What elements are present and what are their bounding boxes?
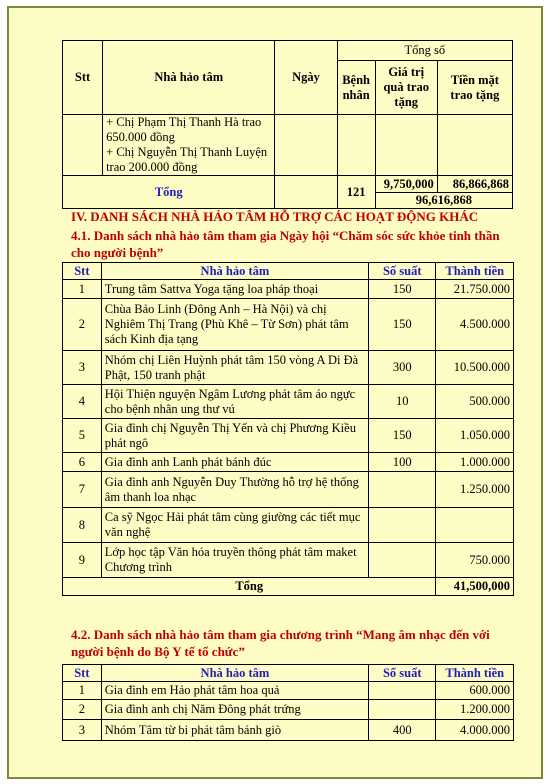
total-label: Tổng: [63, 176, 275, 209]
grand-total: 96,616,868: [375, 193, 512, 209]
row-donor: Trung tâm Sattva Yoga tặng loa pháp thoại: [101, 280, 368, 299]
row-amount: 1.050.000: [436, 419, 514, 453]
subsection-4-2-title: 4.2. Danh sách nhà hảo tâm tham gia chương trình “Mang âm nhạc đến với người bệnh do Bộ Y tế tổ chức”: [71, 627, 490, 659]
row-stt: 4: [63, 385, 102, 419]
row-qty: [369, 543, 436, 578]
row-donor: Hội Thiện nguyện Ngâm Lương phát tâm áo ngực cho bệnh nhân ung thư vú: [101, 385, 368, 419]
row-qty: 100: [369, 453, 436, 472]
row-donor: Ca sỹ Ngọc Hải phát tâm cùng giường các tiết mục văn nghệ: [101, 508, 368, 543]
donation-summary-table: [62, 40, 513, 209]
row-amount: 1.200.000: [436, 700, 514, 720]
table-row: [63, 700, 514, 720]
row-amount: 21.750.000: [436, 280, 514, 299]
row-qty: 400: [369, 720, 436, 741]
row-amount: 4.000.000: [436, 720, 514, 741]
row-qty: 150: [369, 280, 436, 299]
row-qty: 150: [369, 419, 436, 453]
table-row: [63, 299, 514, 351]
row-qty: [369, 682, 436, 700]
header-donor: Nhà hảo tâm: [101, 665, 368, 682]
subsection-4-1-title: 4.1. Danh sách nhà hảo tâm tham gia Ngày hội “Chăm sóc sức khỏe tinh thần cho người bệnh”: [71, 228, 500, 260]
row-amount: 500.000: [436, 385, 514, 419]
row-qty: [369, 700, 436, 720]
header-amount: Thành tiền: [436, 665, 514, 682]
row-donor: Nhóm Tâm từ bi phát tâm bánh giò: [101, 720, 368, 741]
header-amount: Thành tiền: [436, 263, 514, 280]
row-stt: 8: [63, 508, 102, 543]
row-stt: 7: [63, 472, 102, 508]
total-patients: 121: [337, 176, 375, 209]
header-patients: Bệnh nhân: [337, 61, 375, 115]
row-amount: 600.000: [436, 682, 514, 700]
row-stt: 5: [63, 419, 102, 453]
row-donor: Lớp học tập Văn hóa truyền thông phát tâm maket Chương trình: [101, 543, 368, 578]
table-row: [63, 682, 514, 700]
total-cash: 86,866,868: [437, 176, 512, 193]
row-stt: 3: [63, 720, 102, 741]
donor-line: + Chị Phạm Thị Thanh Hà trao 650.000 đồng: [106, 115, 262, 144]
table-row: [63, 453, 514, 472]
table-row: [63, 472, 514, 508]
header-cash: Tiền mặt trao tặng: [437, 61, 512, 115]
header-qty: Số suất: [369, 665, 436, 682]
row-stt: 6: [63, 453, 102, 472]
health-fair-donors-table: [62, 262, 514, 596]
row-amount: 1.250.000: [436, 472, 514, 508]
table-row: [63, 508, 514, 543]
row-amount: [436, 508, 514, 543]
table-row: [63, 419, 514, 453]
total-gift: 9,750,000: [375, 176, 437, 193]
row-qty: 300: [369, 351, 436, 385]
table-row: [63, 280, 514, 299]
row-stt: 3: [63, 351, 102, 385]
row-stt: 9: [63, 543, 102, 578]
header-total: Tổng số: [337, 41, 512, 61]
table-row: [63, 351, 514, 385]
row-stt: 1: [63, 280, 102, 299]
section-title: IV. DANH SÁCH NHÀ HẢO TÂM HỖ TRỢ CÁC HOẠT ĐỘNG KHÁC: [71, 209, 479, 224]
header-stt: Stt: [63, 665, 102, 682]
table-row: [63, 385, 514, 419]
row-qty: 150: [369, 299, 436, 351]
row-amount: 10.500.000: [436, 351, 514, 385]
row-amount: 1.000.000: [436, 453, 514, 472]
music-program-donors-table: [62, 664, 514, 741]
header-donor: Nhà hảo tâm: [101, 263, 368, 280]
table-row: [63, 543, 514, 578]
row-donor: Nhóm chị Liên Huỳnh phát tâm 150 vòng A Di Đà Phật, 150 tranh phật: [101, 351, 368, 385]
row-donor: Gia đình anh chị Năm Đông phát trứng: [101, 700, 368, 720]
row-donor: Gia đình em Hảo phát tâm hoa quả: [101, 682, 368, 700]
header-gift-value: Giá trị quà trao tặng: [375, 61, 437, 115]
row-amount: 750.000: [436, 543, 514, 578]
total-amount: 41,500,000: [436, 578, 514, 596]
row-qty: 10: [369, 385, 436, 419]
row-qty: [369, 472, 436, 508]
row-stt: 2: [63, 299, 102, 351]
header-stt: Stt: [63, 41, 103, 115]
header-stt: Stt: [63, 263, 102, 280]
row-qty: [369, 508, 436, 543]
donor-line: + Chị Nguyễn Thị Thanh Luyện trao 200.000 đồng: [106, 145, 268, 174]
header-donor: Nhà hảo tâm: [103, 41, 275, 115]
row-donor: Chùa Bảo Linh (Đông Anh – Hà Nội) và chị Nghiêm Thị Trang (Phù Khê – Từ Sơn) phát tâm sách Kinh địa tạng: [101, 299, 368, 351]
table-row: [63, 720, 514, 741]
header-qty: Số suất: [369, 263, 436, 280]
row-donor: Gia đình anh Nguyễn Duy Thường hỗ trợ hệ thống âm thanh loa nhạc: [101, 472, 368, 508]
row-donor: Gia đình anh Lanh phát bánh đúc: [101, 453, 368, 472]
header-date: Ngày: [275, 41, 337, 115]
total-label: Tổng: [63, 578, 436, 596]
row-donor: Gia đình chị Nguyễn Thị Yến và chị Phương Kiều phát ngô: [101, 419, 368, 453]
row-stt: 1: [63, 682, 102, 700]
row-stt: 2: [63, 700, 102, 720]
row-amount: 4.500.000: [436, 299, 514, 351]
